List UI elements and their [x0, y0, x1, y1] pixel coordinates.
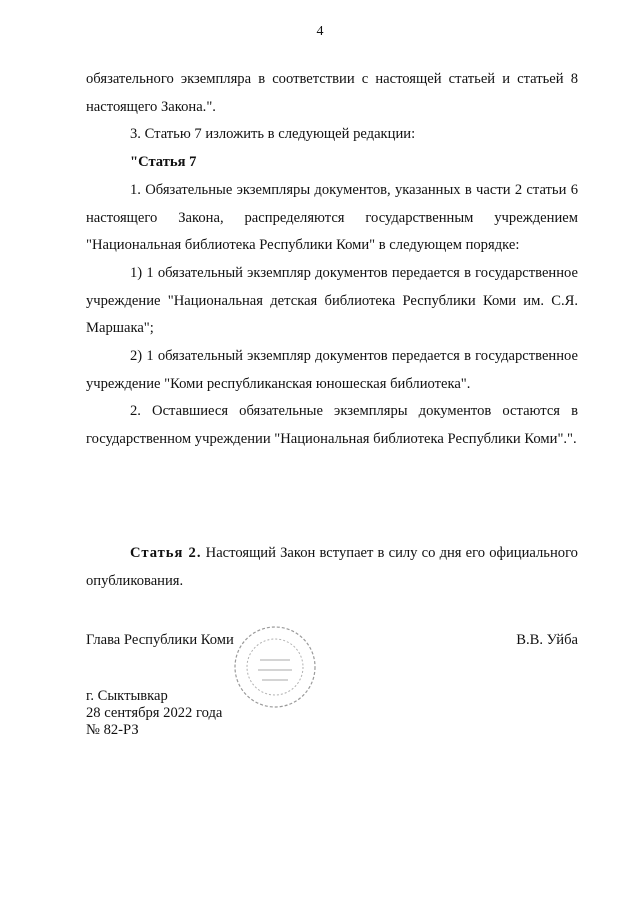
place-of-signing: г. Сыктывкар	[86, 688, 168, 704]
signing-date: 28 сентября 2022 года	[86, 705, 223, 721]
official-stamp-icon	[230, 622, 320, 712]
article-2-paragraph	[86, 540, 578, 595]
law-number: № 82-РЗ	[86, 722, 139, 738]
paragraph-item-3: 3. Статью 7 изложить в следующей редакции:	[130, 126, 416, 143]
page-number: 4	[316, 24, 324, 39]
article-7-subitem-1: 1) 1 обязательный экземпляр документов передается в государственное учреждение "Национальная детская библиотека Республики Коми им. С.Я. Маршака";	[86, 264, 578, 337]
article-7-part-2: 2. Оставшиеся обязательные экземпляры документов остаются в государственном учреждении "Национальная библиотека Республики Коми".".	[86, 403, 578, 448]
article-7-subitem-2: 2) 1 обязательный экземпляр документов передается в государственное учреждение "Коми республиканская юношеская библиотека".	[86, 348, 578, 392]
paragraph-continuation: обязательного экземпляра в соответствии с настоящей статьей и статьей 8 настоящего Закона.".	[86, 71, 578, 115]
place-date-block	[86, 688, 222, 739]
article-7-heading: "Статья 7	[130, 154, 197, 171]
article-2-label: Статья 2.	[130, 545, 202, 561]
body-text	[86, 66, 578, 454]
article-7-part-1: 1. Обязательные экземпляры документов, указанных в части 2 статьи 6 настоящего Закона, распределяются государственным учреждением "Национальная библиотека Республики Коми" в следующем порядке:	[86, 181, 578, 254]
signatory-title: Глава Республики Коми	[86, 632, 234, 648]
article-2-text: Настоящий Закон вступает в силу со дня его официального опубликования.	[86, 545, 578, 589]
article-2-block	[86, 540, 578, 595]
signatory-name: В.В. Уйба	[516, 632, 578, 648]
